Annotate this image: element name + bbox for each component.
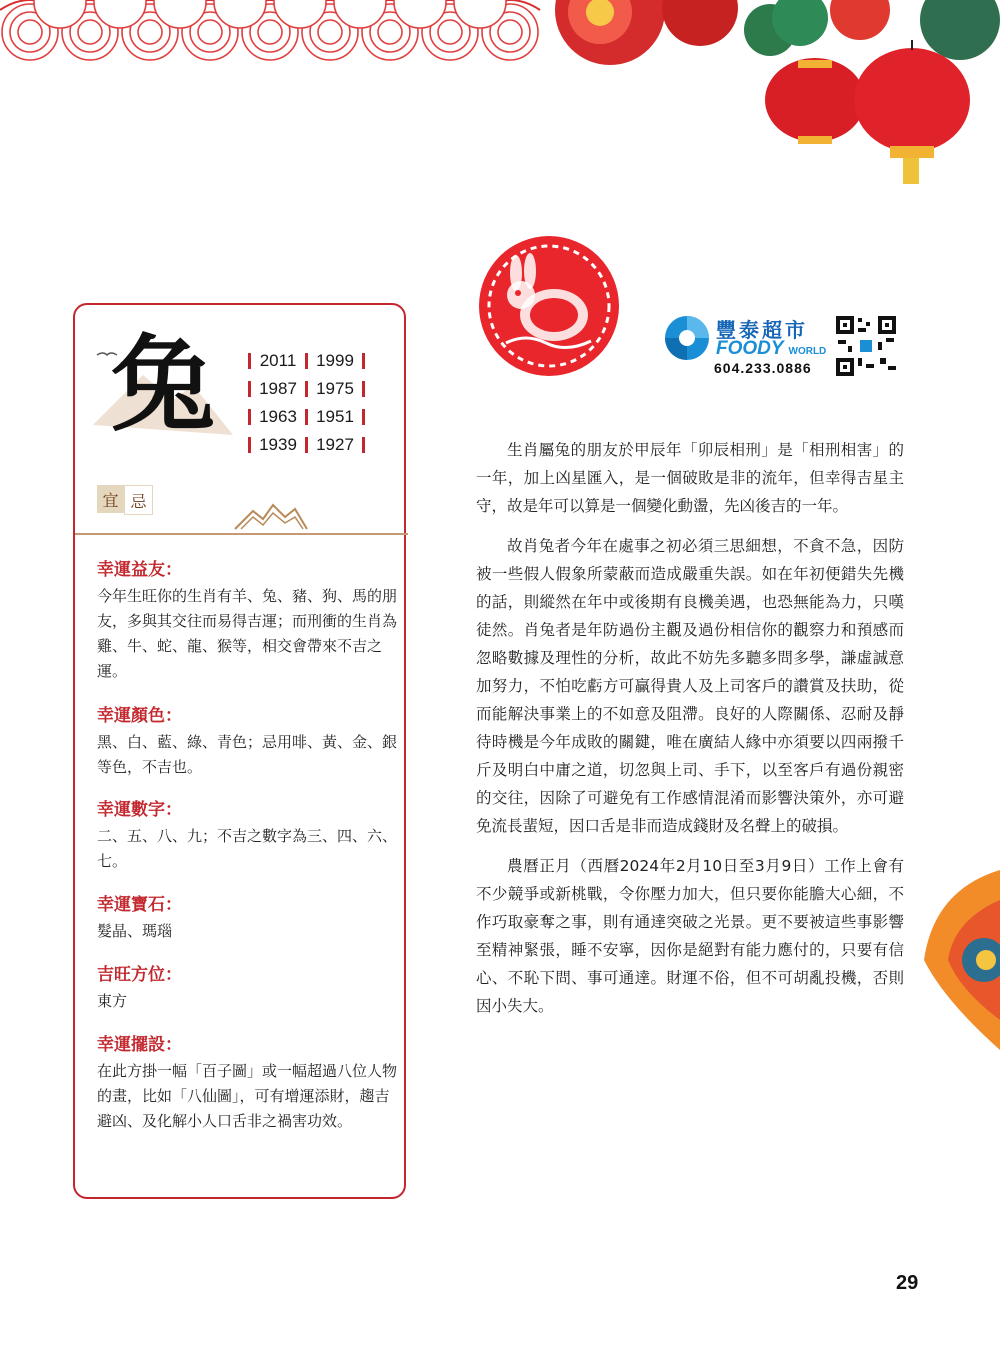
section-body: 黑、白、藍、綠、青色；忌用啡、黃、金、銀等色，不吉也。 (97, 733, 398, 776)
year-row (243, 375, 393, 403)
section-body: 今年生旺你的生肖有羊、兔、豬、狗、馬的朋友，多與其交往而易得吉運；而刑衝的生肖為雞、牛、蛇、龍、猴等，相交會帶來不吉之運。 (97, 587, 398, 680)
header-decoration (0, 0, 1000, 200)
store-name-en-main: FOODY (716, 338, 784, 359)
year: 1951 (316, 407, 354, 426)
foody-world-advert (664, 312, 900, 382)
section-title: 幸運寶石： (97, 895, 182, 915)
section-lucky-decor (97, 1030, 397, 1134)
section-lucky-gems (97, 890, 397, 944)
year: 2011 (259, 351, 297, 370)
zodiac-character: 兔 (111, 323, 216, 446)
year: 1963 (259, 407, 297, 426)
year: 1999 (316, 351, 354, 370)
store-name-en-suffix: WORLD (788, 346, 827, 357)
section-lucky-numbers (97, 795, 397, 874)
decorative-flower-image (904, 850, 1000, 1060)
section-body: 髮晶、瑪瑙 (97, 922, 173, 940)
year-row (243, 431, 393, 459)
article-body (476, 436, 904, 1032)
section-title: 吉旺方位： (97, 965, 182, 985)
yi-ji-labels (97, 485, 153, 515)
section-lucky-colors (97, 701, 397, 780)
year: 1939 (259, 435, 297, 454)
yi-label: 宜 (97, 485, 124, 513)
section-title: 幸運數字： (97, 800, 182, 820)
section-title: 幸運益友： (97, 560, 182, 580)
store-phone: 604.233.0886 (714, 360, 812, 376)
section-body: 東方 (97, 992, 128, 1010)
page-number: 29 (896, 1272, 919, 1294)
section-lucky-friends (97, 555, 397, 684)
year: 1987 (259, 379, 297, 398)
rabbit-papercut-image (476, 233, 622, 379)
zodiac-card (73, 303, 406, 1199)
year-row (243, 403, 393, 431)
store-name-en (716, 338, 826, 360)
section-title: 幸運擺設： (97, 1035, 182, 1055)
ji-label: 忌 (124, 485, 153, 515)
qr-code-icon (834, 314, 898, 378)
year: 1927 (316, 435, 354, 454)
section-body: 在此方掛一幅「百子圖」或一幅超過八位人物的畫，比如「八仙圖」，可有增運添財，趨吉避凶、及化解小人口舌非之禍害功效。 (97, 1062, 398, 1130)
year: 1975 (316, 379, 354, 398)
section-body: 二、五、八、九；不吉之數字為三、四、六、七。 (97, 827, 398, 870)
article-paragraph: 生肖屬兔的朋友於甲辰年「卯辰相刑」是「相刑相害」的一年，加上凶星匯入，是一個破敗是非的流年，但幸得吉星主守，故是年可以算是一個變化動盪，先凶後吉的一年。 (476, 441, 904, 515)
section-lucky-direction (97, 960, 397, 1014)
article-paragraph: 故肖兔者今年在處事之初必須三思細想，不貪不急，因防被一些假人假象所蒙蔽而造成嚴重失誤。如在年初便錯失先機的話，則縱然在年中或後期有良機美遇，也恐無能為力，只嘆徒然。肖兔者是年防過份主觀及過份相信你的觀察力和預感而忽略數據及理性的分析，故此不妨先多聽多問多學，謙虛誠意加努力，不怕吃虧方可贏得貴人及上司客戶的讚賞及扶助，從而能解決事業上的不如意及阻滯。良好的人際關係、忍耐及靜待時機是今年成敗的關鍵，唯在廣結人緣中亦須要以四兩撥千斤及明白中庸之道，切忽與上司、手下，以至客戶有過份親密的交往，因除了可避免有工作感情混淆而影響決策外，亦可避免流長蜚短，因口舌是非而造成錢財及名聲上的破損。 (476, 537, 904, 835)
year-row (243, 347, 393, 375)
divider (75, 533, 408, 535)
section-title: 幸運顏色： (97, 706, 182, 726)
aperture-logo-icon (664, 315, 710, 361)
zodiac-years-list (243, 347, 393, 459)
article-paragraph: 農曆正月（西曆2024年2月10日至3月9日）工作上會有不少競爭或新桃戰，令你壓力加大，但只要你能膽大心細，不作巧取豪奪之事，則有通達突破之光景。更不要被這些事影響至精神緊張，睡不安寧，因你是絕對有能力應付的，只要有信心、不恥下問、事可通達。財運不俗，但不可胡亂投機，否則因小失大。 (476, 857, 904, 1015)
wave-mountain-icon (233, 497, 309, 531)
store-name-cn: 豐泰超市 (716, 318, 808, 342)
